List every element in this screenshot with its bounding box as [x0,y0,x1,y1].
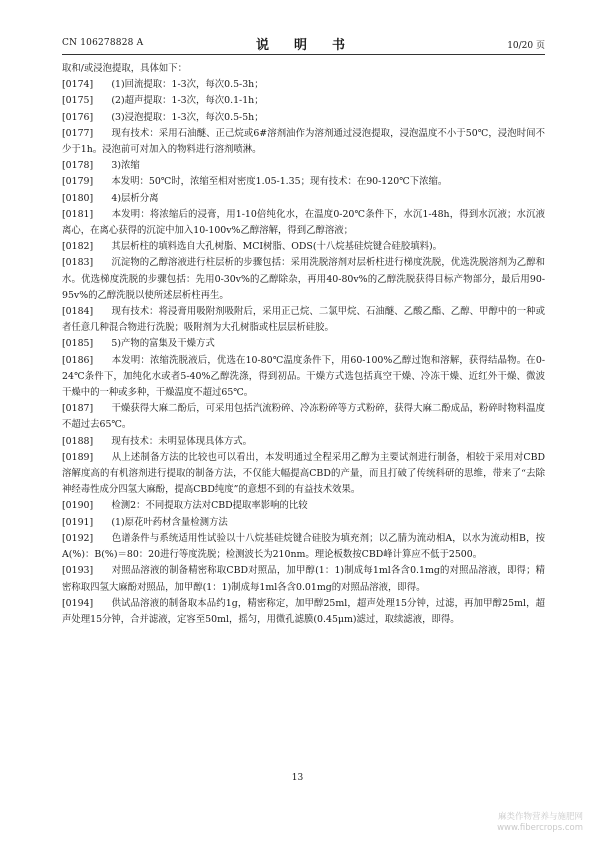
paragraph [62,498,545,514]
paragraph-number: [0179] [62,176,94,188]
paragraph-text: 本发明：将浓缩后的浸膏，用1-10倍纯化水，在温度0-20℃条件下，水沉1-48h，得到水沉液；水沉液离心，在离心获得的沉淀中加入10-100v%乙醇溶解，得到乙醇溶液； [62,208,545,237]
paragraph-text: 沉淀物的乙醇溶液进行柱层析的步骤包括：采用洗脱溶剂对层析柱进行梯度洗脱，优选洗脱溶剂为乙醇和水。优选梯度洗脱的步骤包括：先用0-30v%的乙醇除杂，再用40-80v%的乙醇洗脱获得目标产物部分，最后用90-95v%的乙醇洗脱以使所述层析柱再生。 [62,257,545,301]
paragraph [62,336,545,352]
paragraph [62,434,545,450]
paragraph [62,515,545,531]
paragraph-number: [0191] [62,516,94,528]
paragraph-number: [0194] [62,597,94,609]
watermark-line-2: www.fibercrops.com [497,823,583,833]
paragraph-text: 现有技术：未明显体现具体方式。 [102,435,253,447]
paragraph [62,255,545,304]
page-number: 13 [291,773,304,783]
paragraph [62,531,545,563]
paragraph-text: 本发明：浓缩洗脱液后，优选在10-80℃温度条件下，用60-100%乙醇过饱和溶解，获得结晶物。在0-24℃条件下，加纯化水或者5-40%乙醇洗涤，得到初品。干燥方式选包括真空干燥、冷冻干燥、近红外干燥、微波干燥中的一种或多种，干燥温度不超过65℃。 [62,354,545,399]
paragraph [62,239,545,255]
paragraph-number: [0181] [62,208,94,220]
paragraph-text: 供试品溶液的制备取本品约1g，精密称定，加甲醇25ml，超声处理15分钟，过滤，再加甲醇25ml，超声处理15分钟，合并滤液，定容至50ml，摇匀，用微孔滤膜(0.45μm)滤过，取续滤液，即得。 [62,597,545,625]
watermark-line-1: 麻类作物营养与施肥网 [497,812,583,822]
paragraph-number: [0176] [62,111,94,123]
document-title: 说 明 书 [255,38,351,53]
paragraph-text: 本发明：50℃时，浓缩至相对密度1.05-1.35；现有技术：在90-120℃下浓缩。 [102,176,448,188]
paragraph-text: 4)层析分离 [102,192,159,204]
paragraph-number: [0193] [62,565,94,577]
paragraph-text: 现有技术：采用石油醚、正己烷或6#溶剂油作为溶剂通过浸泡提取，浸泡温度不小于50℃，浸泡时间不少于1h。浸泡前可对加入的物料进行溶剂喷淋。 [62,127,545,156]
paragraph-number: [0190] [62,500,94,512]
paragraph-number: [0185] [62,338,94,350]
paragraph-text: 5)产物的富集及干燥方式 [102,338,215,350]
paragraph-number: [0183] [62,257,94,269]
patent-number: CN 106278828 A [62,38,144,48]
paragraph-number: [0175] [62,95,94,107]
paragraph-number: [0186] [62,354,94,366]
paragraph [62,563,545,595]
watermark [497,812,583,834]
paragraph-number: [0188] [62,435,94,447]
paragraph [62,304,545,336]
paragraph [62,158,545,174]
paragraph-text: 从上述制备方法的比较也可以看出，本发明通过全程采用乙醇为主要试剂进行制备，相较于采用对CBD溶解度高的有机溶剂进行提取的制备方法，不仅能大幅提高CBD的产量，而且打破了传统科研的思维，带来了“去除神经毒性成分四氢大麻酚，提高CBD纯度”的意想不到的有益技术效果。 [62,451,545,496]
header-divider [62,54,545,55]
paragraph [62,353,545,402]
paragraph-text: 3)浓缩 [102,160,140,172]
paragraph-number: [0184] [62,306,94,318]
paragraph [62,126,545,158]
paragraph-number: [0182] [62,241,94,253]
paragraph-text: (1)回流提取：1-3次，每次0.5-3h； [102,79,264,91]
page-header [62,34,545,52]
paragraph [62,450,545,499]
paragraph [62,207,545,239]
paragraph-number: [0180] [62,192,94,204]
paragraph [62,401,545,433]
lead-line: 取和/或浸泡提取，具体如下： [62,63,188,74]
paragraph-number: [0174] [62,79,94,91]
paragraph-text: 检测2：不同提取方法对CBD提取率影响的比较 [102,500,308,512]
paragraph-number: [0187] [62,403,94,415]
paragraph-number: [0177] [62,127,94,139]
paragraph-list [62,77,545,628]
paragraph-text: 干燥获得大麻二酚后，可采用包括汽流粉碎、冷冻粉碎等方式粉碎，获得大麻二酚成品，粉碎时物料温度不超过去65℃。 [62,403,545,431]
paragraph-text: 其层析柱的填料选自大孔树脂、MCI树脂、ODS(十八烷基硅烷键合硅胶填料)。 [102,241,443,253]
paragraph [62,596,545,628]
paragraph-number: [0189] [62,451,94,463]
paragraph-text: 现有技术：将浸膏用吸附剂吸附后，采用正己烷、二氯甲烷、石油醚、乙酸乙酯、乙醇、甲醇中的一种或者任意几种混合物进行洗脱；吸附剂为大孔树脂或柱层层析硅胶。 [62,306,545,334]
document-body [62,61,545,628]
paragraph-text: (3)浸泡提取：1-3次，每次0.5-5h； [102,111,264,123]
paragraph-text: (1)原花叶药材含量检测方法 [102,516,228,528]
paragraph-text: 对照品溶液的制备精密称取CBD对照品，加甲醇(1：1)制成每1ml各含0.1mg的对照品溶液，即得；精密称取四氢大麻酚对照品，加甲醇(1：1)制成每1ml各含0.01mg的对照品溶液，即得。 [62,565,545,593]
paragraph [62,93,545,109]
paragraph-number: [0192] [62,532,94,544]
paragraph [62,191,545,207]
paragraph [62,110,545,126]
paragraph [62,77,545,93]
page-counter: 10/20 页 [507,41,545,51]
paragraph-text: 色谱条件与系统适用性试验以十八烷基硅烷键合硅胶为填充剂；以乙腈为流动相A，以水为流动相B，按A(%)：B(%)＝80：20进行等度洗脱；检测波长为210nm。理论板数按CBD峰计算应不低于2500。 [62,532,545,561]
paragraph-number: [0178] [62,160,94,172]
paragraph [62,174,545,190]
paragraph-text: (2)超声提取：1-3次，每次0.1-1h； [102,95,264,107]
